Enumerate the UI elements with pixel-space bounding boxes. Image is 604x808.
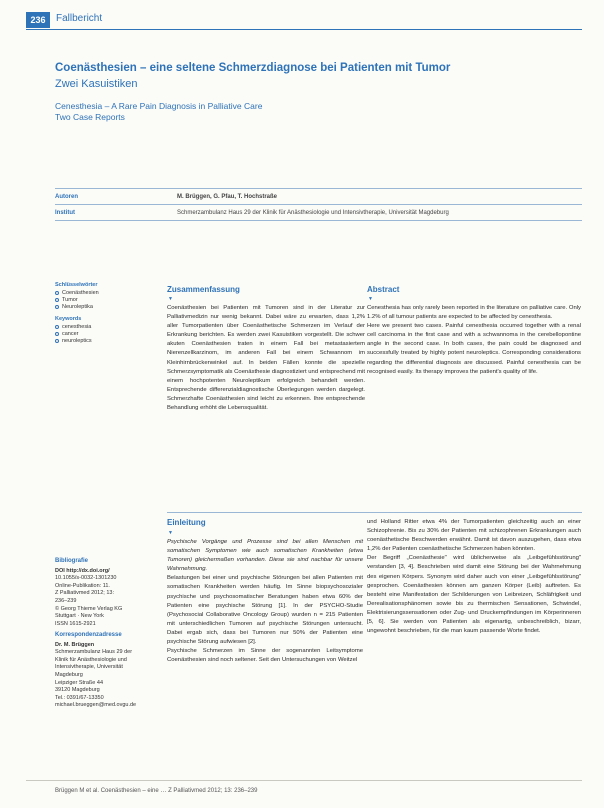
address-line: Magdeburg xyxy=(55,671,83,678)
meta-rule-bottom xyxy=(55,220,582,221)
page-number: 236 xyxy=(26,12,50,28)
bib-line: 236–239 xyxy=(55,597,77,604)
abstract-de-text: Coenästhesien bei Patienten mit Tumoren sind in der Literatur zur Palliativmedizin nur wenig bekannt. Dabei wäre zu erwarten, dass 1,2% aller Tumorpatienten über Coenästhetische Schmerzen im Verlauf der Erkrankung berichten. Es werden zwei Kasuistiken vorgestellt. Die schwer akuten Coenästhesien traten in einem Fall bei metastasiertem Nierenzellkarzinom, im anderen Fall bei einem Schwannom im Kleinhirnbrückenwinkel auf. In beiden Fällen konnte die spezielle Schmerzsymptomatik als Coenästhesie diagnostiziert und entsprechend mit einem hochpotenten Neuroleptikum erfolgreich behandelt werden. Entsprechende differenzialdiagnostische Überlegungen werden dargelegt. Schmerzhafte Coenästhesien sind leicht zu erkennen. Ihre entsprechende Behandlung erhöht die Lebensqualität. xyxy=(167,305,365,412)
keyword-item: Coenästhesien xyxy=(55,290,150,296)
section-rule xyxy=(167,512,582,513)
address-line: Klinik für Anästhesiologie und xyxy=(55,656,127,663)
bib-line: DOI http://dx.doi.org/ xyxy=(55,567,110,574)
bullet-icon xyxy=(55,339,59,343)
intro-p4: und Holland Ritter etwa 4% der Tumorpatienten gleichzeitig auch an einer Schizophrenie. Bis zu 30% der Patienten mit schizophrenen Erkrankungen auch coenästhetische Beschwerden erwähnt. Damit ist davon auszugehen, dass etwa 1,2% der Patienten coenästhetische Schmerzen haben könnten. xyxy=(367,519,581,553)
keyword-item: neuroleptics xyxy=(55,338,150,344)
intro-col1 xyxy=(167,538,363,665)
bib-line: Online-Publikation: 11. xyxy=(55,582,110,589)
article-title-en: Cenesthesia – A Rare Pain Diagnosis in Palliative Care xyxy=(55,101,263,111)
address-line: Schmerzambulanz Haus 29 der xyxy=(55,649,133,656)
authors-label: Autoren xyxy=(55,194,78,200)
intro-p5: Der Begriff „Coenästhesie" wird üblicherweise als „Leibgefühlsstörung" verstanden [3, 4]. Beschrieben wird damit eine Störung bei der Wahrnehmung des eigenen Körpers. Synonym wird daher auch von einer „Leibgefühlsstörung" gesprochen. Coenästhesien können am ganzen Körper (Leib) auftreten. Es besteht eine Manifestation der Schilderungen von Leibreizen, Schläfrigkeit und Derealisationsphänomen sowie bis zu thermischen Sensationen, Schwindel, Elektrisierungssensationen oder Zug- und Druckempfindungen im Körperinneren [5, 6]. Sie werden von Patienten als eigenartig, unbeschreiblich, bizarr, ungewohnt beschrieben, für die man kaum passende Worte findet. xyxy=(367,555,581,635)
keyword-item: Neuroleptika xyxy=(55,304,150,310)
bib-line: © Georg Thieme Verlag KG xyxy=(55,605,123,612)
abstract-en-p1: Cenesthesia has only rarely been reported in the literature on palliative care. Only 1.2% of all tumour patients are expected to be affected by cenesthesia. xyxy=(367,305,581,321)
keywords-en-head: Keywords xyxy=(55,316,82,322)
bib-line: 10.1055/s-0032-1301230 xyxy=(55,575,117,582)
footer-rule xyxy=(26,780,582,781)
correspondence-head: Korrespondenzadresse xyxy=(55,632,122,638)
bullet-icon xyxy=(55,305,59,309)
abstract-en-p2: Here we present two cases. Painful cenesthesia occurred together with a renal cell carcinoma in the first case and with a schwannoma in the cerebellopontine angle in the second case. In both cases, the pain could be diagnosed and successfully treated by highly potent neuroleptics. Corresponding considerations regarding the differential diagnosis are discussed. Painful cenesthesia can be recognised easily. Its therapy improves the patient's quality of life. xyxy=(367,323,581,375)
article-subtitle-en: Two Case Reports xyxy=(55,112,125,122)
meta-rule-mid xyxy=(55,204,582,205)
correspondence-name: Dr. M. Brüggen xyxy=(55,641,95,648)
address-line: Leipziger Straße 44 xyxy=(55,679,103,686)
section-label: Fallbericht xyxy=(56,13,103,24)
bibliography-panel xyxy=(55,558,150,628)
abstract-en-text xyxy=(367,304,581,377)
keywords-panel xyxy=(55,282,150,345)
bib-line: Stuttgart · New York xyxy=(55,613,104,620)
bullet-icon xyxy=(55,325,59,329)
intro-p1: Psychische Vorgänge und Prozesse sind bei allen Menschen mit somatischen Symptomen wie auch somatischen Krankheiten (etwa Tumoren) gleichermaßen vorhanden. Diese sie sind nachbar für unsere Wahrnehmung. xyxy=(167,539,363,573)
keyword-item: Tumor xyxy=(55,297,150,303)
address-line: Intensivtherapie, Universität xyxy=(55,664,123,671)
intro-heading: Einleitung xyxy=(167,518,206,527)
arrow-down-icon: ▼ xyxy=(168,296,173,302)
bib-line: Z Palliativmed 2012; 13: xyxy=(55,590,115,597)
bullet-icon xyxy=(55,291,59,295)
bullet-icon xyxy=(55,298,59,302)
article-subtitle-de: Zwei Kasuistiken xyxy=(55,78,138,90)
abstract-de-heading: Zusammenfassung xyxy=(167,285,240,294)
keywords-de-head: Schlüsselwörter xyxy=(55,282,98,288)
keyword-item: cancer xyxy=(55,331,150,337)
keyword-item: cenesthesia xyxy=(55,324,150,330)
arrow-down-icon: ▼ xyxy=(168,530,173,536)
address-line: 39120 Magdeburg xyxy=(55,687,100,694)
bib-line: ISSN 1615-2921 xyxy=(55,620,96,627)
meta-rule-top xyxy=(55,188,582,189)
intro-col2 xyxy=(367,518,581,636)
page-header xyxy=(0,0,604,26)
institute-label: Institut xyxy=(55,210,75,216)
email-link[interactable]: michael.brueggen@med.ovgu.de xyxy=(55,702,137,709)
arrow-down-icon: ▼ xyxy=(368,296,373,302)
abstract-en-heading: Abstract xyxy=(367,285,400,294)
page-footer: Brüggen M et al. Coenästhesien – eine … Z Palliativmed 2012; 13: 236–239 xyxy=(55,788,258,794)
address-line: Tel.: 0391/67-13350 xyxy=(55,694,104,701)
intro-p3: Psychische Schmerzen im Sinne der sogenannten Leitsymptome Coenästhesien sind noch seltener. Seit den Untersuchungen von Weitzel xyxy=(167,648,363,664)
article-title-de: Coenästhesien – eine seltene Schmerzdiagnose bei Patienten mit Tumor xyxy=(55,62,451,74)
authors-value: M. Brüggen, G. Pfau, T. Hochstraße xyxy=(177,194,278,200)
bullet-icon xyxy=(55,332,59,336)
correspondence-panel xyxy=(55,632,150,710)
intro-p2: Belastungen bei einer und psychische Störungen bei allen Patienten mit somatischen Krankheiten werden häufig. Im Sinne biopsychosozialer psychische und psychosomatischer Beratungen haben etwa 60% der Patienten eine psychische Störung [1]. In der PSYCHO-Studie (Psychosocial Collaborative Oncology Group) wurden n = 215 Patienten mit unterschiedlichen Tumoren auf psychische Störungen untersucht. Dabei ergab sich, dass bei Tumoren nur 50% der Patienten eine psychische Störung aufwiesen [2]. xyxy=(167,575,363,646)
header-rule xyxy=(26,29,582,30)
institute-value: Schmerzambulanz Haus 29 der Klinik für Anästhesiologie und Intensivtherapie, Universität Magdeburg xyxy=(177,210,449,216)
bibliography-head: Bibliografie xyxy=(55,558,89,564)
